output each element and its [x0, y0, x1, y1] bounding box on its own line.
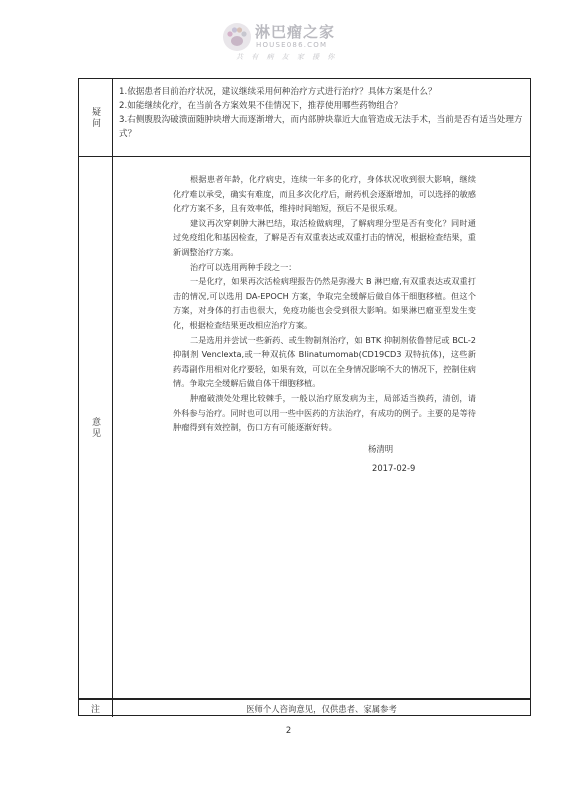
- opinion-paragraph: 一是化疗，如果再次活检病理报告仍然是弥漫大 B 淋巴瘤,有双重表达或双重打击的情况,可以选用 DA-EPOCH 方案，争取完全缓解后做自体干细胞移植。但这个方案，对身体的打击也很大，免疫功能也会受到很大影响。如果淋巴瘤亚型发生变化，根据检查结果更改相应治疗方案。: [173, 276, 476, 330]
- opinion-paragraph: 根据患者年龄，化疗病史，连续一年多的化疗，身体状况收到很大影响，继续化疗难以承受，确实有难度，而且多次化疗后，耐药机会逐渐增加，可以选择的敏感化疗方案不多，且有效率低，维持时间缩短，预后不是很乐观。: [173, 174, 476, 214]
- note-row: [79, 699, 530, 717]
- note-content: [113, 700, 530, 717]
- opinion-paragraph: 二是选用并尝试一些新药、或生物制剂治疗，如 BTK 抑制剂依鲁替尼或 BCL-2 抑制剂 Venclexta,或一种双抗体 Blinatumomab(CD19CD3 双特抗体)，这些新药毒副作用相对化疗要轻，如果有效，可以在全身情况影响不大的情况下，控制住病情。争取完全缓解后做自体干细胞移植。: [173, 334, 476, 389]
- questions-content: [113, 79, 530, 156]
- opinion-paragraph: 肿瘤破溃处处理比较棘手，一般以治疗原发病为主，局部适当换药，清创，请外科参与治疗。同时也可以用一些中医药的方法治疗，有成功的例子。主要的是等待肿瘤得到有效控制，伤口方有可能逐渐好转。: [173, 392, 476, 433]
- question-item: 1.依据患者目前治疗状况，建议继续采用何种治疗方式进行治疗？具体方案是什么？: [119, 87, 437, 97]
- opinion-label-cell: [79, 157, 113, 698]
- signature-date: 2017-02-9: [372, 462, 416, 473]
- paw-logo-icon: [222, 22, 252, 52]
- questions-row: [79, 79, 530, 157]
- consultation-table: [78, 78, 531, 716]
- questions-label-cell: [79, 79, 113, 156]
- opinion-content: [113, 157, 530, 698]
- logo-title: 淋巴瘤之家: [255, 23, 336, 41]
- site-logo: [222, 18, 362, 66]
- opinion-label: 意见: [90, 416, 100, 439]
- question-item: 2.如能继续化疗，在当前各方案效果不佳情况下，推荐使用哪些药物组合？: [119, 101, 403, 111]
- page-number: 2: [285, 725, 292, 735]
- opinion-row: [79, 157, 530, 699]
- signature-block: [348, 443, 476, 475]
- signature-name: 杨清明: [368, 443, 394, 454]
- opinion-paragraph: 治疗可以选用两种手段之一：: [190, 261, 297, 272]
- note-label-cell: [79, 700, 113, 717]
- note-text: 医师个人咨询意见，仅供患者、家属参考: [246, 703, 397, 714]
- opinion-paragraph: 建议再次穿刺肿大淋巴结，取活检做病理，了解病理分型是否有变化？同时通过免疫组化和基因检查，了解是否有双重表达或双重打击的情况，根据检查结果，重新调整治疗方案。: [173, 217, 476, 257]
- questions-label: 疑问: [90, 106, 100, 129]
- note-label: 注: [90, 705, 100, 715]
- question-item: 3.右侧腹股沟破溃面随肿块增大而逐渐增大，而内部肿块靠近大血管造成无法手术，当前是否有适当处理方式？: [119, 115, 523, 139]
- logo-slogan: 共 有 病 友 家 援 你: [236, 53, 338, 61]
- logo-url: HOUSE086.COM: [256, 41, 328, 49]
